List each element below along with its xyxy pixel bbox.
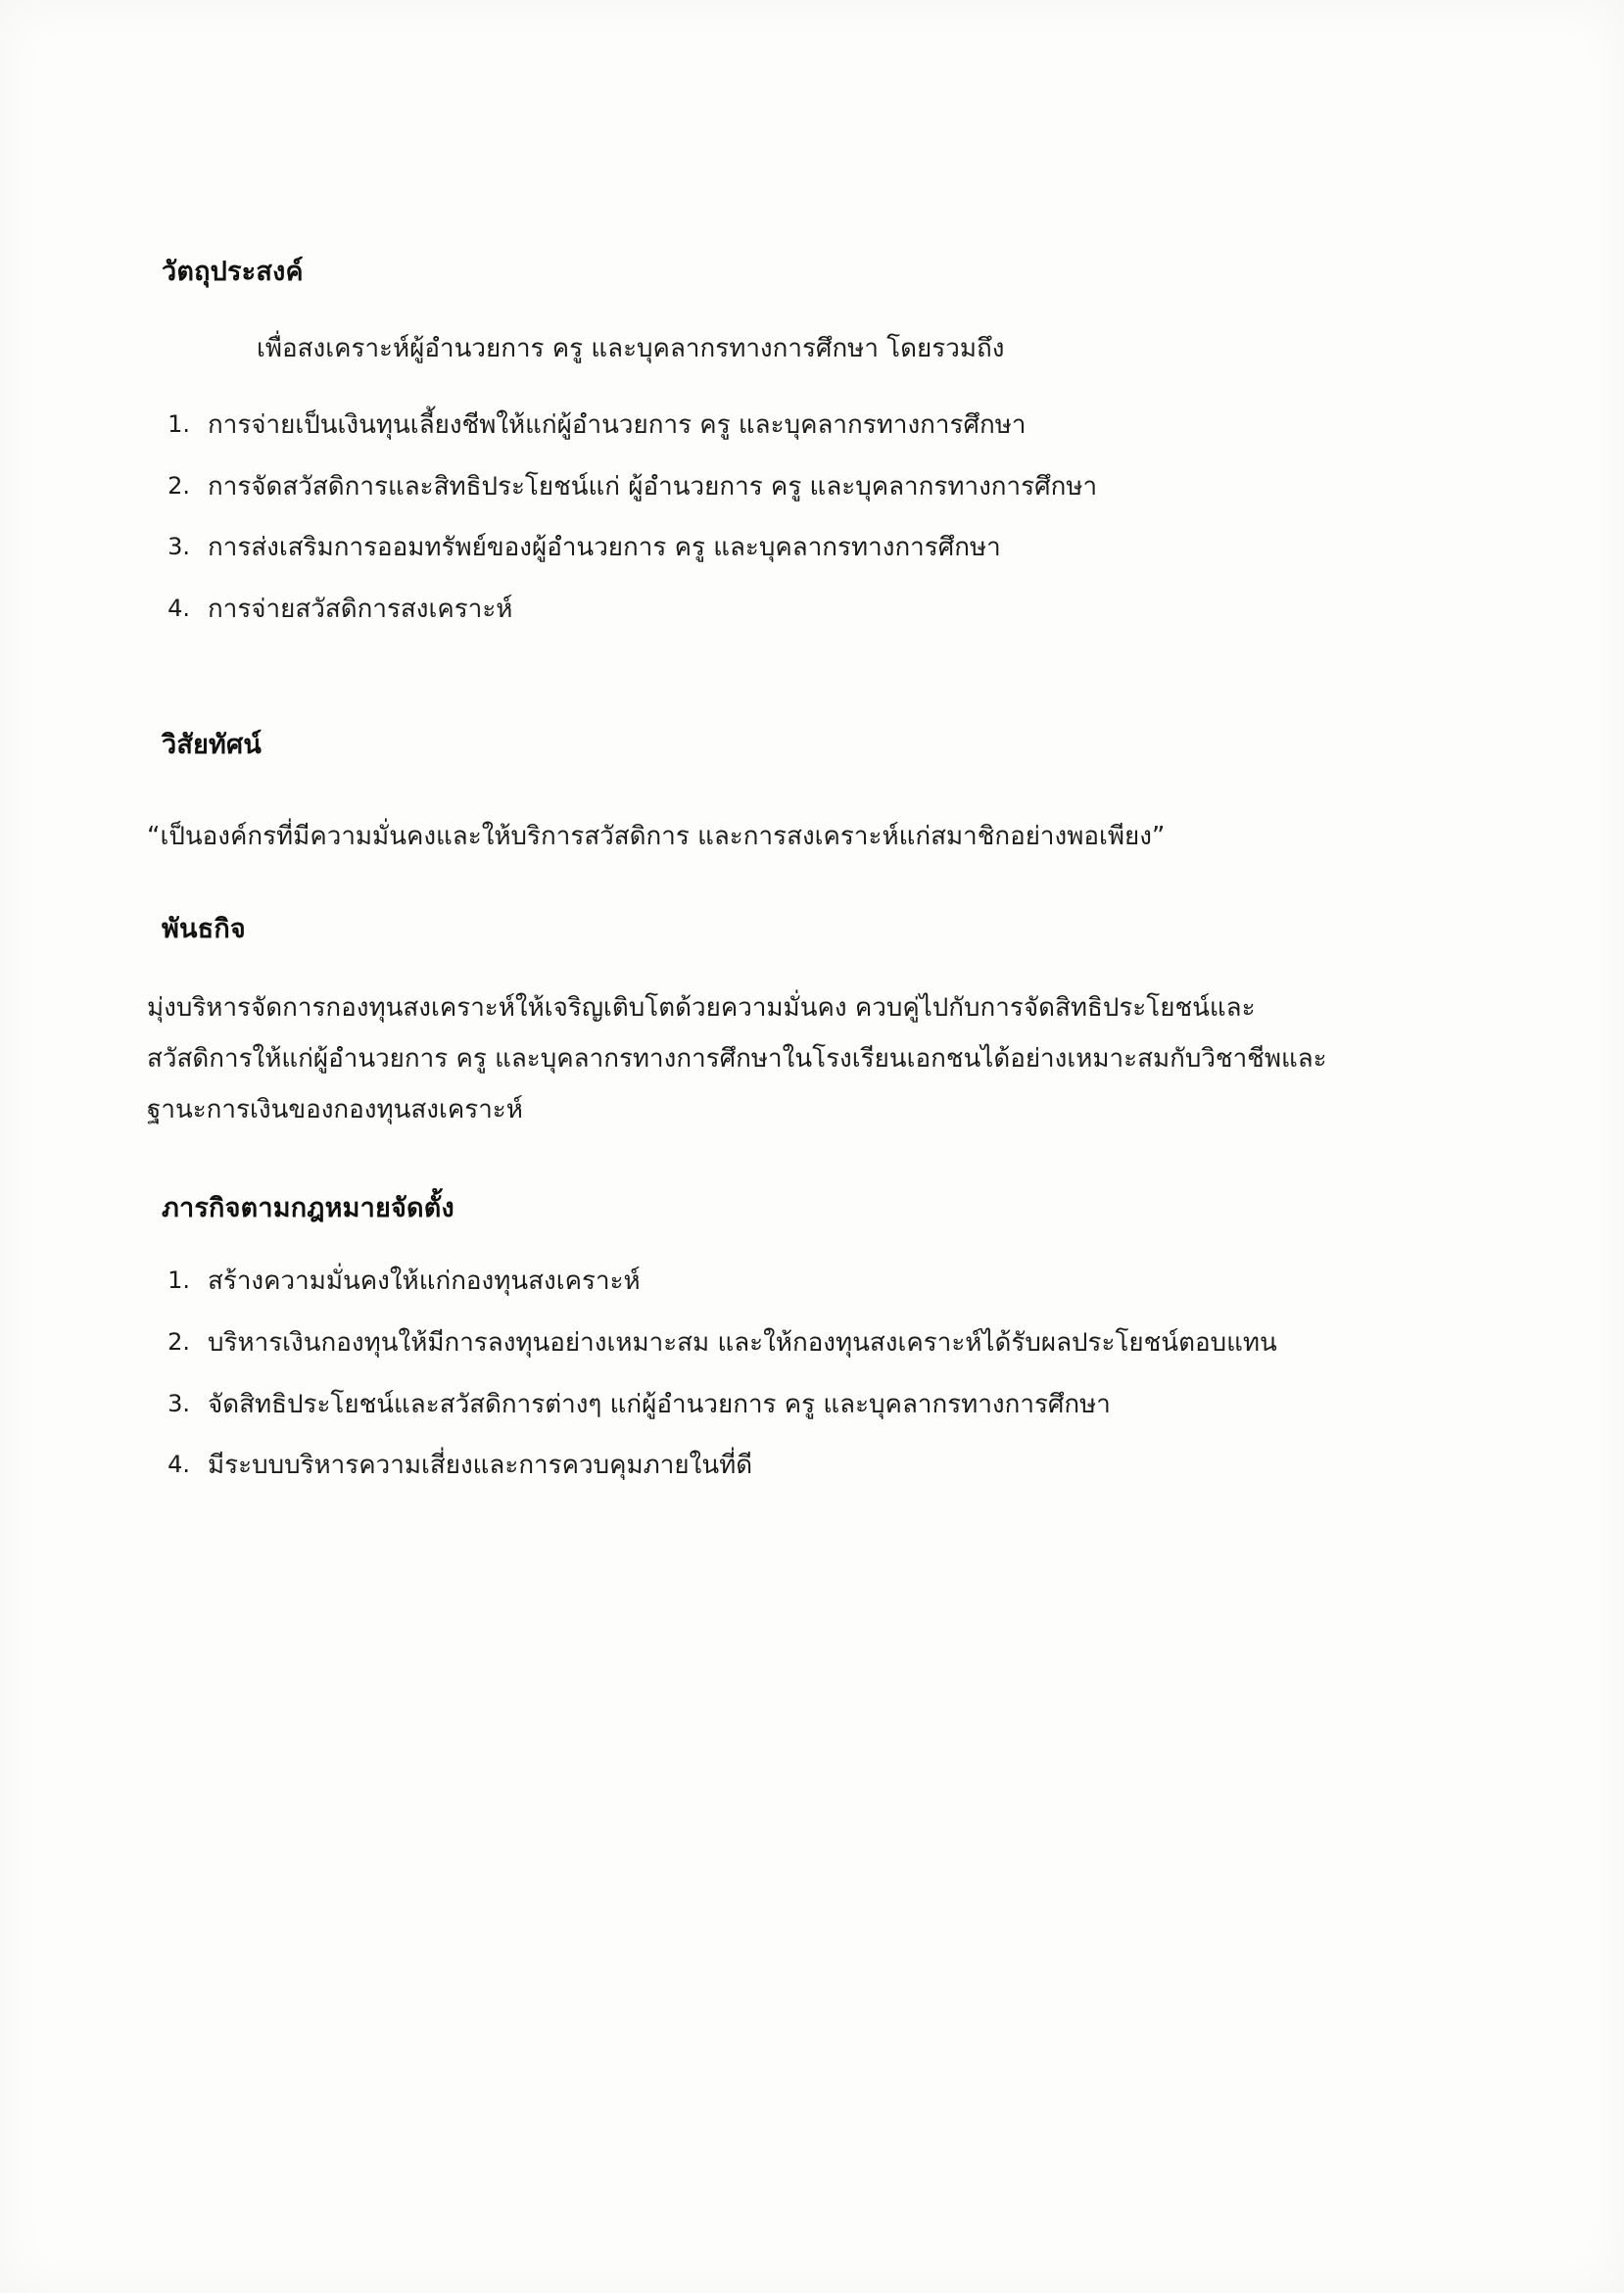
list-item-number: 1. [167, 410, 190, 439]
objectives-list [147, 406, 1479, 630]
section-heading-mission: พันธกิจ [162, 914, 246, 945]
section-heading-objectives: วัตถุประสงค์ [162, 257, 304, 287]
list-item-number: 4. [167, 1451, 190, 1479]
list-item-text: สร้างความมั่นคงให้แก่กองทุนสงเคราะห์ [208, 1266, 641, 1297]
list-item-number: 3. [167, 533, 190, 561]
section-heading-statutory-duties: ภารกิจตามกฎหมายจัดตั้ง [162, 1193, 454, 1224]
list-item [147, 467, 1479, 508]
vision-quote: “เป็นองค์กรที่มีความมั่นคงและให้บริการสวัสดิการ และการสงเคราะห์แก่สมาชิกอย่างพอเพียง” [147, 822, 1166, 852]
list-item [147, 1323, 1479, 1364]
list-item-number: 1. [167, 1266, 190, 1295]
list-item-number: 2. [167, 471, 190, 500]
statutory-duties-list [147, 1262, 1479, 1486]
list-item-text: บริหารเงินกองทุนให้มีการลงทุนอย่างเหมาะสม และให้กองทุนสงเคราะห์ได้รับผลประโยชน์ตอบแทน [208, 1328, 1277, 1359]
section-heading-vision: วิสัยทัศน์ [162, 730, 263, 761]
document-body [147, 250, 1479, 1507]
list-item [147, 1385, 1479, 1426]
list-item-number: 3. [167, 1389, 190, 1417]
list-item-text: การจ่ายเป็นเงินทุนเลี้ยงชีพให้แก่ผู้อำนวยการ ครู และบุคลากรทางการศึกษา [208, 410, 1027, 441]
list-item-text: การส่งเสริมการออมทรัพย์ของผู้อำนวยการ ครู และบุคลากรทางการศึกษา [208, 533, 1001, 563]
mission-text: มุ่งบริหารจัดการกองทุนสงเคราะห์ให้เจริญเติบโตด้วยความมั่นคง ควบคู่ไปกับการจัดสิทธิประโยชน์และสวัสดิการให้แก่ผู้อำนวยการ ครู และบุคลากรทางการศึกษาในโรงเรียนเอกชนได้อย่างเหมาะสมกับวิชาชีพและฐานะการเงินของกองทุนสงเคราะห์ [147, 993, 1327, 1125]
list-item [147, 406, 1479, 447]
list-item-text: การจัดสวัสดิการและสิทธิประโยชน์แก่ ผู้อำนวยการ ครู และบุคลากรทางการศึกษา [208, 471, 1098, 502]
list-item-number: 4. [167, 594, 190, 622]
list-item [147, 590, 1479, 631]
list-item-text: การจ่ายสวัสดิการสงเคราะห์ [208, 594, 513, 624]
objectives-intro: เพื่อสงเคราะห์ผู้อำนวยการ ครู และบุคลากรทางการศึกษา โดยรวมถึง [257, 334, 1005, 363]
list-item-text: จัดสิทธิประโยชน์และสวัสดิการต่างๆ แก่ผู้อำนวยการ ครู และบุคลากรทางการศึกษา [208, 1389, 1111, 1419]
list-item [147, 1262, 1479, 1303]
list-item [147, 528, 1479, 569]
list-item-text: มีระบบบริหารความเสี่ยงและการควบคุมภายในที่ดี [208, 1451, 753, 1481]
list-item-number: 2. [167, 1328, 190, 1357]
list-item [147, 1446, 1479, 1487]
